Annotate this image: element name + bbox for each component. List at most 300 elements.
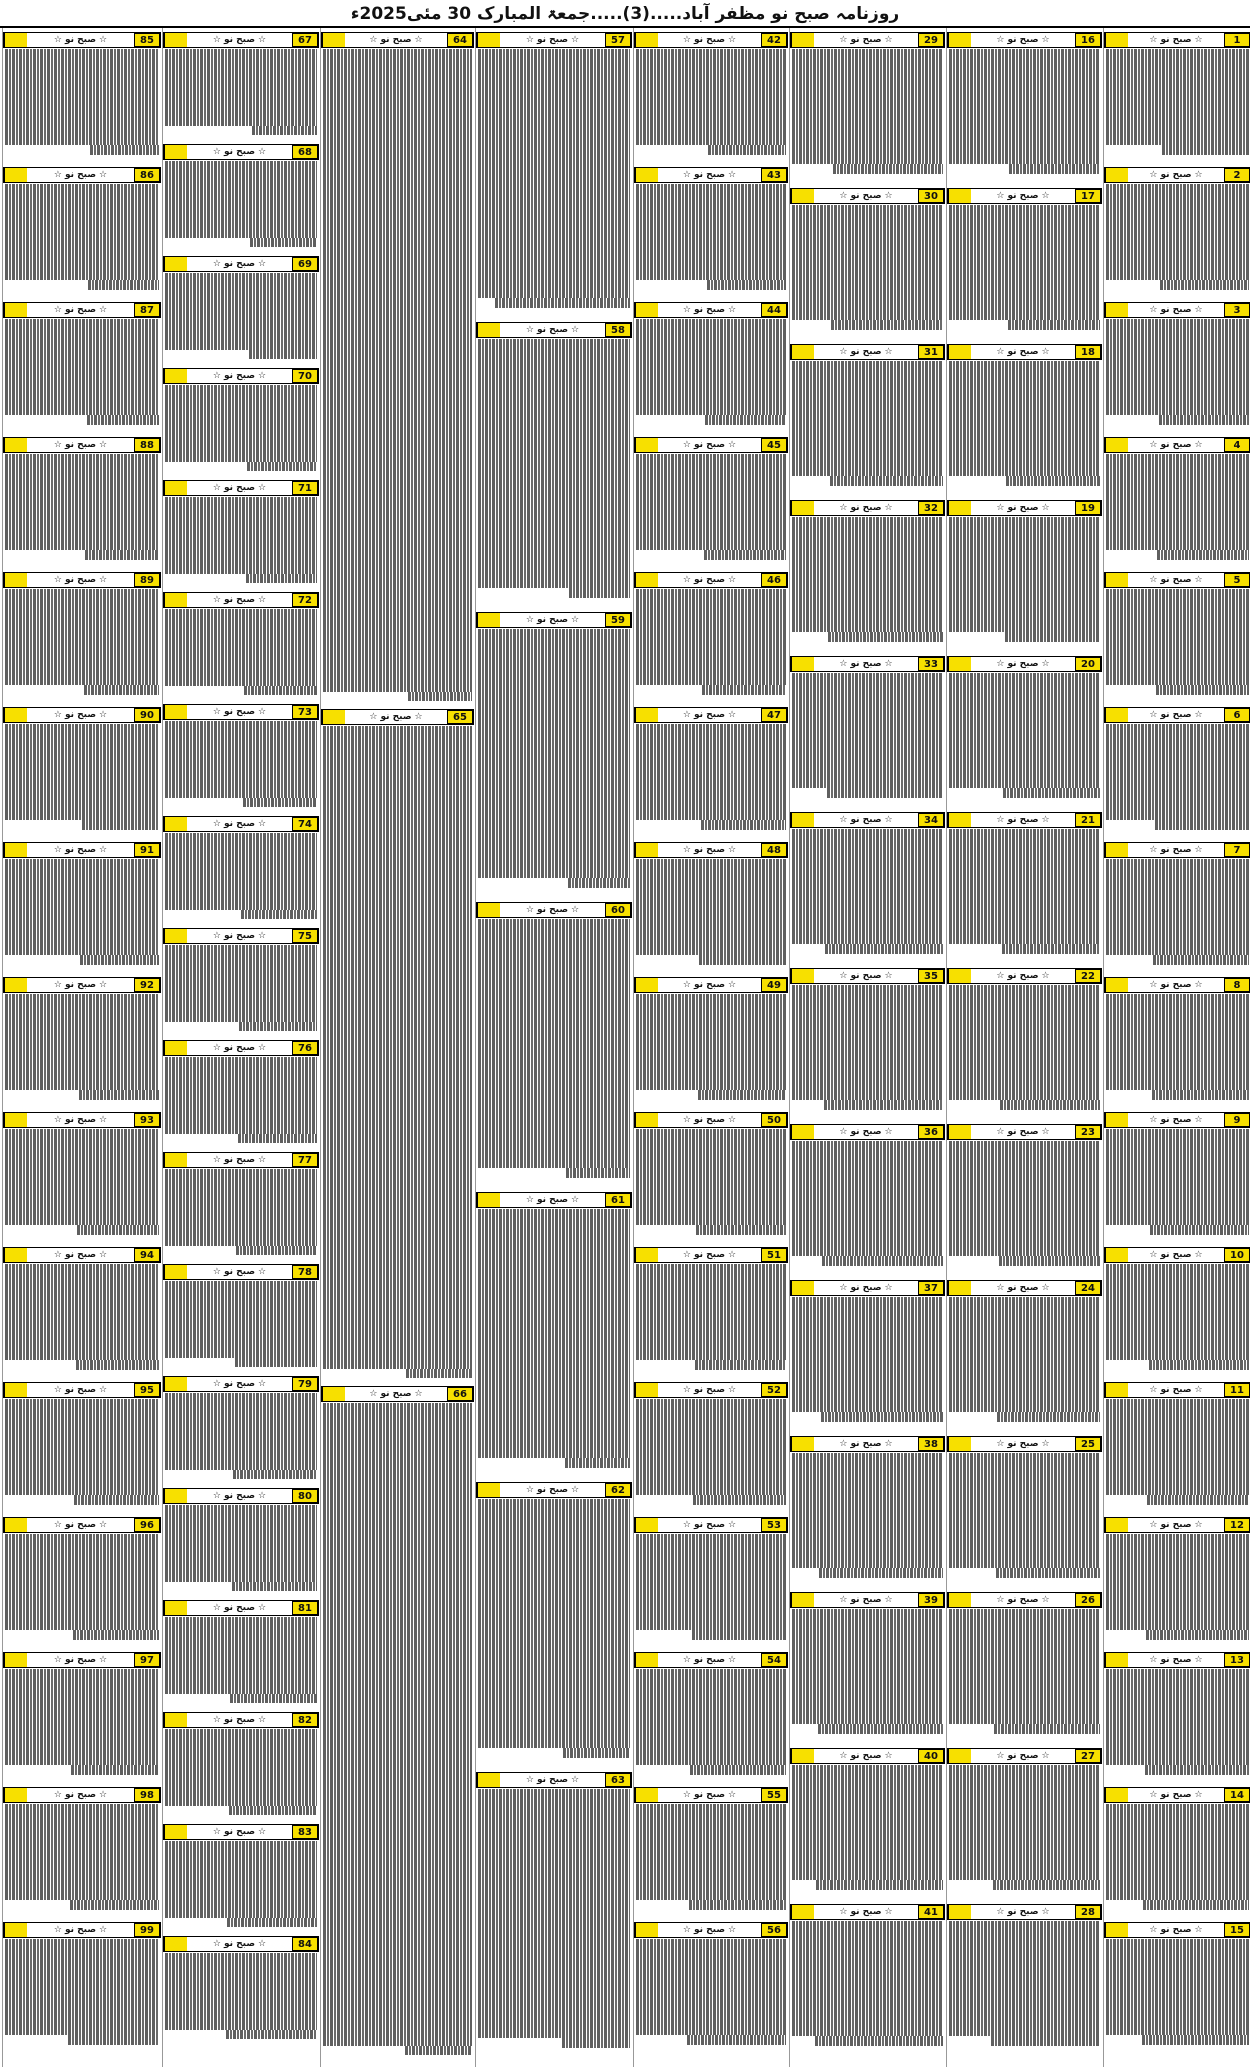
text-line — [165, 1300, 317, 1310]
notice-header-label: صبح نو — [65, 1520, 97, 1530]
notice-header-label: صبح نو — [65, 1655, 97, 1665]
text-line — [949, 731, 1100, 741]
text-line — [949, 291, 1100, 301]
text-line — [949, 1208, 1100, 1218]
notice-header-label: صبح نو — [1160, 1655, 1192, 1665]
text-line — [165, 1460, 317, 1470]
text-line — [949, 1247, 1100, 1257]
text-line — [705, 415, 786, 425]
text-line — [636, 386, 786, 396]
text-line — [323, 860, 472, 870]
notice — [321, 1386, 474, 2060]
text-line — [792, 1491, 943, 1501]
text-line — [165, 283, 317, 293]
text-line — [636, 126, 786, 136]
text-line — [165, 1412, 317, 1422]
notice-header-title — [27, 1655, 134, 1665]
text-line — [323, 1196, 472, 1206]
text-line — [792, 759, 943, 769]
star-icon: ☆ — [212, 1827, 221, 1837]
star-icon: ☆ — [571, 905, 580, 915]
text-line — [5, 1997, 159, 2007]
text-line — [636, 791, 786, 801]
text-line — [949, 759, 1100, 769]
text-line — [636, 1485, 786, 1495]
notice-number: 27 — [1075, 1749, 1101, 1763]
text-line — [1106, 1717, 1249, 1727]
text-line — [323, 404, 472, 414]
star-icon: ☆ — [996, 1283, 1005, 1293]
text-line — [1106, 618, 1249, 628]
text-line — [5, 1264, 159, 1274]
text-line — [636, 135, 786, 145]
text-line — [792, 887, 943, 897]
notice-header-title — [187, 1939, 292, 1949]
notice-header-title — [814, 503, 918, 513]
notice-number: 59 — [605, 613, 631, 627]
text-line — [994, 1724, 1100, 1734]
text-line — [1106, 1823, 1249, 1833]
text-line — [792, 867, 943, 877]
notice-number: 31 — [918, 345, 944, 359]
text-line — [478, 2000, 630, 2010]
newspaper-logo-icon — [635, 708, 658, 722]
notice-header-label: صبح نو — [694, 1385, 726, 1395]
star-icon: ☆ — [1149, 1790, 1158, 1800]
text-line — [949, 215, 1100, 225]
notice — [476, 902, 632, 1189]
text-line — [636, 1727, 786, 1737]
text-line — [5, 1177, 159, 1187]
text-line — [949, 575, 1100, 585]
newspaper-logo-icon — [1105, 978, 1128, 992]
text-line — [949, 1530, 1100, 1540]
text-line — [5, 473, 159, 483]
text-line — [165, 190, 317, 200]
newspaper-logo-icon — [4, 168, 27, 182]
text-line — [636, 377, 786, 387]
text-line — [5, 348, 159, 358]
text-line — [323, 1432, 472, 1442]
text-line — [689, 1900, 787, 1910]
text-line — [323, 289, 472, 299]
text-line — [323, 736, 472, 746]
text-line — [5, 762, 159, 772]
notice-body-text-block — [3, 1533, 161, 1649]
text-line — [5, 1042, 159, 1052]
star-icon: ☆ — [682, 1250, 691, 1260]
text-line — [478, 464, 630, 474]
star-icon: ☆ — [996, 815, 1005, 825]
text-line — [478, 1547, 630, 1557]
text-line — [1006, 476, 1100, 486]
text-line — [792, 1199, 943, 1209]
star-icon: ☆ — [212, 1491, 221, 1501]
text-line — [478, 473, 630, 483]
text-line — [478, 183, 630, 193]
text-line — [5, 135, 159, 145]
text-line — [478, 1818, 630, 1828]
text-line — [478, 658, 630, 668]
text-line — [636, 724, 786, 734]
text-line — [165, 209, 317, 219]
text-line — [323, 1091, 472, 1101]
text-line — [636, 1350, 786, 1360]
text-line — [792, 380, 943, 390]
text-line — [949, 1842, 1100, 1852]
text-line — [1106, 1341, 1249, 1351]
text-line — [165, 1124, 317, 1134]
text-line — [5, 1013, 159, 1023]
star-icon: ☆ — [1149, 710, 1158, 720]
text-line — [5, 801, 159, 811]
text-line — [478, 629, 630, 639]
text-line — [792, 829, 943, 839]
star-icon: ☆ — [1194, 980, 1203, 990]
text-line — [5, 1736, 159, 1746]
notice-number: 94 — [134, 1248, 160, 1262]
notice-header-title — [1128, 1790, 1224, 1800]
notice-body-text-block — [634, 588, 788, 704]
text-line — [165, 1777, 317, 1787]
text-line — [165, 993, 317, 1003]
text-line — [792, 399, 943, 409]
text-line — [949, 711, 1100, 721]
notice-header-label: صبح نو — [694, 710, 726, 720]
text-line — [949, 1071, 1100, 1081]
text-line — [949, 145, 1100, 155]
notice — [634, 302, 788, 434]
notice-header-title — [814, 1595, 918, 1605]
text-line — [478, 977, 630, 987]
notice-header — [947, 188, 1102, 204]
notice-number: 44 — [761, 303, 787, 317]
text-line — [636, 1804, 786, 1814]
text-line — [949, 1141, 1100, 1151]
text-line — [165, 1310, 317, 1320]
text-line — [949, 409, 1100, 419]
text-line — [323, 673, 472, 683]
newspaper-logo-icon — [164, 481, 187, 495]
newspaper-logo-icon — [322, 710, 345, 724]
text-line — [1106, 107, 1249, 117]
notice-header — [790, 1436, 945, 1452]
text-line — [792, 447, 943, 457]
notice-header — [163, 1600, 319, 1616]
text-line — [5, 1582, 159, 1592]
notice-body-text-block — [790, 1920, 945, 2057]
text-line — [323, 327, 472, 337]
text-line — [478, 250, 630, 260]
text-line — [792, 1307, 943, 1317]
text-line — [949, 584, 1100, 594]
text-line — [165, 107, 317, 117]
notice-header-title — [814, 191, 918, 201]
text-line — [949, 527, 1100, 537]
text-line — [821, 1412, 943, 1422]
star-icon: ☆ — [1194, 35, 1203, 45]
text-line — [323, 1461, 472, 1471]
text-line — [699, 955, 786, 965]
star-icon: ☆ — [682, 1790, 691, 1800]
text-line — [165, 1003, 317, 1013]
text-line — [1106, 194, 1249, 204]
notice-number: 91 — [134, 843, 160, 857]
text-line — [5, 1890, 159, 1900]
text-line — [88, 280, 159, 290]
text-line — [323, 634, 472, 644]
star-icon: ☆ — [53, 1925, 62, 1935]
notice-header-label: صبح نو — [694, 980, 726, 990]
text-line — [323, 880, 472, 890]
text-line — [165, 2020, 317, 2030]
text-line — [636, 1755, 786, 1765]
text-line — [1106, 1572, 1249, 1582]
text-line — [636, 329, 786, 339]
text-line — [5, 492, 159, 502]
notice — [1104, 1112, 1250, 1244]
text-line — [1106, 1707, 1249, 1717]
text-line — [1106, 251, 1249, 261]
text-line — [949, 419, 1100, 429]
text-line — [5, 1023, 159, 1033]
star-icon: ☆ — [53, 980, 62, 990]
notice-header-label: صبح نو — [850, 503, 882, 513]
text-line — [165, 161, 317, 171]
text-line — [5, 512, 159, 522]
star-icon: ☆ — [1194, 1655, 1203, 1665]
star-icon: ☆ — [682, 305, 691, 315]
text-line — [5, 405, 159, 415]
notice-header-title — [187, 595, 292, 605]
text-line — [323, 548, 472, 558]
notice-body-text-block — [476, 628, 632, 899]
text-line — [1106, 945, 1249, 955]
notice-header — [163, 1936, 319, 1952]
star-icon: ☆ — [369, 35, 378, 45]
text-line — [323, 1729, 472, 1739]
text-line — [1106, 464, 1249, 474]
text-line — [165, 497, 317, 507]
notice-header-title — [345, 1389, 447, 1399]
newspaper-logo-icon — [635, 1653, 658, 1667]
text-line — [165, 1796, 317, 1806]
text-line — [949, 272, 1100, 282]
notice-header-title — [500, 325, 605, 335]
text-line — [701, 820, 787, 830]
text-line — [1005, 632, 1100, 642]
text-line — [792, 78, 943, 88]
text-line — [792, 1628, 943, 1638]
text-line — [478, 1295, 630, 1305]
notice-body-text-block — [163, 608, 319, 701]
star-icon: ☆ — [99, 440, 108, 450]
star-icon: ☆ — [571, 325, 580, 335]
text-line — [323, 442, 472, 452]
text-line — [949, 1393, 1100, 1403]
text-line — [165, 1348, 317, 1358]
notice-body-text-block — [634, 1128, 788, 1244]
newspaper-logo-icon — [4, 1518, 27, 1532]
text-line — [636, 1871, 786, 1881]
text-line — [323, 615, 472, 625]
notices-page — [0, 28, 1250, 2067]
notice-number: 2 — [1224, 168, 1250, 182]
notice-header-label: صبح نو — [1007, 1439, 1039, 1449]
text-line — [636, 907, 786, 917]
notice — [947, 188, 1102, 341]
text-line — [165, 443, 317, 453]
text-line — [5, 1601, 159, 1611]
text-line — [949, 1335, 1100, 1345]
notice-header-title — [27, 1790, 134, 1800]
newspaper-logo-icon — [164, 929, 187, 943]
column-6 — [320, 28, 474, 2067]
text-line — [792, 1715, 943, 1725]
notice — [3, 1922, 161, 2054]
text-line — [478, 1624, 630, 1634]
notice — [476, 1772, 632, 2059]
text-line — [243, 798, 317, 808]
text-line — [792, 673, 943, 683]
text-line — [792, 1141, 943, 1151]
text-line — [241, 910, 317, 920]
notice-header-title — [500, 615, 605, 625]
notice-number: 16 — [1075, 33, 1101, 47]
text-line — [792, 272, 943, 282]
star-icon: ☆ — [728, 1790, 737, 1800]
notice-header-label: صبح نو — [1160, 170, 1192, 180]
star-icon: ☆ — [53, 305, 62, 315]
notice-body-text-block — [1104, 1938, 1250, 2054]
notice-header-title — [27, 1250, 134, 1260]
notice-header-label: صبح نو — [224, 483, 256, 493]
notice-header-label: صبح نو — [694, 1925, 726, 1935]
newspaper-logo-icon — [4, 1248, 27, 1262]
notice-header-title — [345, 35, 447, 45]
notice-number: 30 — [918, 189, 944, 203]
notice-body-text-block — [3, 48, 161, 164]
notice-body-text-block — [1104, 453, 1250, 569]
text-line — [636, 405, 786, 415]
text-line — [636, 782, 786, 792]
newspaper-logo-icon — [948, 813, 971, 827]
notice-header-title — [814, 1283, 918, 1293]
text-line — [792, 779, 943, 789]
notice-header-title — [500, 35, 605, 45]
text-line — [323, 1441, 472, 1451]
text-line — [792, 1355, 943, 1365]
text-line — [1106, 743, 1249, 753]
notice-header-label: صبح نو — [694, 1520, 726, 1530]
notice-number: 79 — [292, 1377, 318, 1391]
notice-header-label: صبح نو — [850, 1751, 882, 1761]
text-line — [165, 1188, 317, 1198]
notice-number: 87 — [134, 303, 160, 317]
text-line — [478, 754, 630, 764]
notice-header — [947, 1124, 1102, 1140]
text-line — [1106, 1447, 1249, 1457]
text-line — [5, 59, 159, 69]
text-line — [949, 1676, 1100, 1686]
text-line — [165, 1329, 317, 1339]
text-line — [478, 639, 630, 649]
notice-header — [476, 32, 632, 48]
text-line — [323, 260, 472, 270]
text-line — [478, 859, 630, 869]
star-icon: ☆ — [1194, 1520, 1203, 1530]
text-line — [323, 222, 472, 232]
star-icon: ☆ — [839, 191, 848, 201]
text-line — [792, 1657, 943, 1667]
text-line — [478, 406, 630, 416]
notice — [947, 968, 1102, 1121]
text-line — [1106, 1997, 1249, 2007]
text-line — [478, 416, 630, 426]
notice-header-title — [187, 931, 292, 941]
text-line — [792, 702, 943, 712]
star-icon: ☆ — [884, 1439, 893, 1449]
notice-header-title — [500, 1195, 605, 1205]
newspaper-logo-icon — [164, 33, 187, 47]
text-line — [636, 666, 786, 676]
star-icon: ☆ — [682, 575, 691, 585]
star-icon: ☆ — [99, 1115, 108, 1125]
text-line — [323, 726, 472, 736]
text-line — [792, 1988, 943, 1998]
text-line — [636, 1158, 786, 1168]
text-line — [949, 1374, 1100, 1384]
text-line — [165, 759, 317, 769]
text-line — [323, 1350, 472, 1360]
star-icon: ☆ — [53, 1250, 62, 1260]
text-line — [792, 1861, 943, 1871]
text-line — [5, 270, 159, 280]
text-line — [792, 2007, 943, 2017]
notice-header-title — [187, 1379, 292, 1389]
star-icon: ☆ — [884, 1751, 893, 1761]
text-line — [949, 1979, 1100, 1989]
text-line — [636, 1409, 786, 1419]
text-line — [949, 116, 1100, 126]
notice-header — [1104, 302, 1250, 318]
text-line — [323, 1777, 472, 1787]
text-line — [949, 1033, 1100, 1043]
newspaper-logo-icon — [1105, 708, 1128, 722]
notice-header-label: صبح نو — [1160, 575, 1192, 585]
text-line — [323, 774, 472, 784]
text-line — [949, 1091, 1100, 1101]
notice-header-label: صبح نو — [694, 1250, 726, 1260]
notice-header-label: صبح نو — [537, 905, 569, 915]
notice-header-label: صبح نو — [65, 980, 97, 990]
notice — [1104, 1787, 1250, 1919]
notice-number: 71 — [292, 481, 318, 495]
star-icon: ☆ — [839, 35, 848, 45]
text-line — [323, 1892, 472, 1902]
text-line — [792, 1453, 943, 1463]
notice-body-text-block — [790, 1140, 945, 1277]
text-line — [323, 1883, 472, 1893]
text-line — [246, 574, 317, 584]
text-line — [165, 59, 317, 69]
star-icon: ☆ — [682, 1385, 691, 1395]
star-icon: ☆ — [1149, 35, 1158, 45]
text-line — [478, 1082, 630, 1092]
text-line — [5, 1814, 159, 1824]
text-line — [5, 1563, 159, 1573]
text-line — [949, 1151, 1100, 1161]
